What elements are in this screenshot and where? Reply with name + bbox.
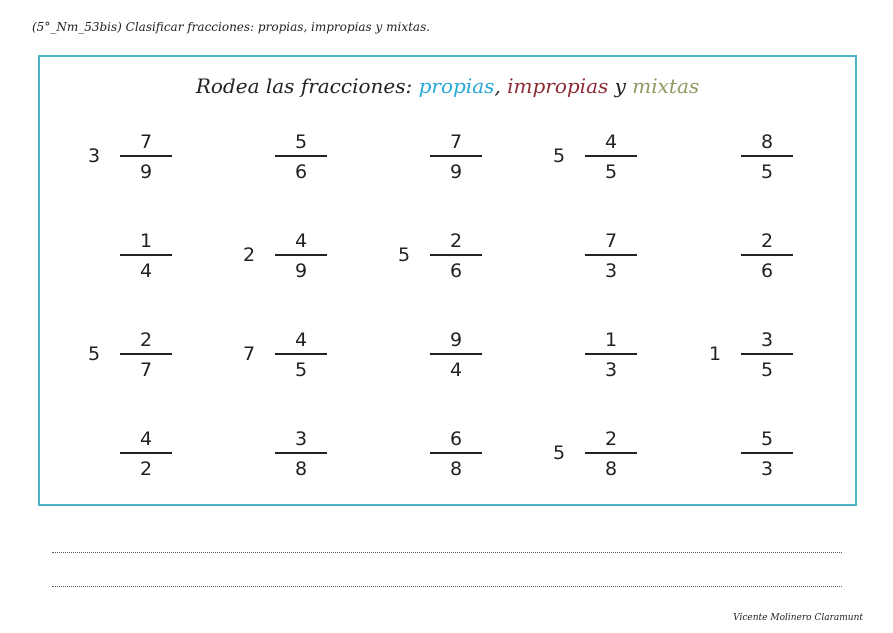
- fraction-numerator: 7: [139, 131, 153, 153]
- fraction-numerator: 7: [449, 131, 463, 153]
- fraction-bar: [275, 353, 327, 355]
- fraction-item[interactable]: [585, 229, 637, 283]
- fraction-bar: [585, 452, 637, 454]
- fraction-numerator: 4: [294, 230, 308, 252]
- fraction-whole-number: 5: [87, 343, 101, 365]
- fraction-whole-number: 5: [552, 442, 566, 464]
- answer-line-1: [52, 552, 842, 553]
- instruction-title: [40, 74, 855, 98]
- fraction-numerator: 9: [449, 329, 463, 351]
- fraction-bar: [120, 452, 172, 454]
- fraction-denominator: 8: [449, 458, 463, 480]
- fraction-bar: [741, 353, 793, 355]
- title-separator: ,: [494, 74, 508, 98]
- fraction-item[interactable]: [275, 130, 327, 184]
- title-and: y: [608, 74, 633, 98]
- fraction-bar: [430, 155, 482, 157]
- fraction-numerator: 4: [604, 131, 618, 153]
- fraction-denominator: 5: [294, 359, 308, 381]
- fraction-whole-number: 1: [708, 343, 722, 365]
- fraction-item[interactable]: [120, 130, 172, 184]
- fraction-numerator: 2: [760, 230, 774, 252]
- fraction-denominator: 3: [604, 359, 618, 381]
- fraction-bar: [741, 155, 793, 157]
- fraction-item[interactable]: [275, 229, 327, 283]
- fraction-denominator: 6: [449, 260, 463, 282]
- fraction-denominator: 8: [604, 458, 618, 480]
- fraction-whole-number: 2: [242, 244, 256, 266]
- fraction-bar: [585, 353, 637, 355]
- fraction-whole-number: 7: [242, 343, 256, 365]
- fraction-item[interactable]: [741, 130, 793, 184]
- fraction-bar: [120, 353, 172, 355]
- fraction-whole-number: 5: [552, 145, 566, 167]
- fraction-item[interactable]: [741, 328, 793, 382]
- fraction-bar: [585, 254, 637, 256]
- title-word-impropias: impropias: [507, 74, 609, 98]
- fraction-numerator: 1: [604, 329, 618, 351]
- fraction-item[interactable]: [741, 427, 793, 481]
- fraction-bar: [120, 155, 172, 157]
- fraction-item[interactable]: [120, 229, 172, 283]
- fraction-item[interactable]: [275, 427, 327, 481]
- fraction-bar: [430, 254, 482, 256]
- fraction-bar: [585, 155, 637, 157]
- fraction-denominator: 5: [760, 161, 774, 183]
- fraction-item[interactable]: [430, 427, 482, 481]
- fraction-bar: [275, 452, 327, 454]
- title-prefix: Rodea las fracciones:: [195, 74, 419, 98]
- fraction-denominator: 9: [139, 161, 153, 183]
- fraction-item[interactable]: [275, 328, 327, 382]
- fraction-numerator: 8: [760, 131, 774, 153]
- fraction-denominator: 4: [139, 260, 153, 282]
- fraction-denominator: 3: [760, 458, 774, 480]
- fraction-denominator: 9: [449, 161, 463, 183]
- fraction-item[interactable]: [430, 130, 482, 184]
- fraction-numerator: 5: [294, 131, 308, 153]
- fraction-denominator: 5: [604, 161, 618, 183]
- author-credit: Vicente Molinero Claramunt: [733, 613, 863, 623]
- fraction-denominator: 7: [139, 359, 153, 381]
- fraction-bar: [275, 254, 327, 256]
- fraction-numerator: 5: [760, 428, 774, 450]
- fraction-bar: [120, 254, 172, 256]
- fraction-denominator: 6: [294, 161, 308, 183]
- fraction-item[interactable]: [585, 427, 637, 481]
- title-word-propias: propias: [418, 74, 495, 98]
- fraction-item[interactable]: [741, 229, 793, 283]
- worksheet-header: (5°_Nm_53bis) Clasificar fracciones: propias, impropias y mixtas.: [32, 20, 431, 34]
- fraction-item[interactable]: [430, 229, 482, 283]
- fraction-item[interactable]: [430, 328, 482, 382]
- fraction-numerator: 4: [294, 329, 308, 351]
- fraction-bar: [275, 155, 327, 157]
- fraction-denominator: 9: [294, 260, 308, 282]
- fraction-numerator: 2: [604, 428, 618, 450]
- fraction-denominator: 6: [760, 260, 774, 282]
- title-word-mixtas: mixtas: [632, 74, 700, 98]
- fraction-denominator: 3: [604, 260, 618, 282]
- fraction-whole-number: 3: [87, 145, 101, 167]
- fraction-numerator: 3: [760, 329, 774, 351]
- answer-line-2: [52, 586, 842, 587]
- fraction-bar: [430, 353, 482, 355]
- fraction-item[interactable]: [120, 328, 172, 382]
- fraction-numerator: 2: [449, 230, 463, 252]
- fraction-numerator: 3: [294, 428, 308, 450]
- fraction-numerator: 4: [139, 428, 153, 450]
- fraction-numerator: 2: [139, 329, 153, 351]
- fraction-numerator: 1: [139, 230, 153, 252]
- fraction-bar: [430, 452, 482, 454]
- exercise-box: [38, 55, 857, 506]
- fraction-whole-number: 5: [397, 244, 411, 266]
- fraction-item[interactable]: [120, 427, 172, 481]
- fraction-bar: [741, 452, 793, 454]
- fraction-denominator: 8: [294, 458, 308, 480]
- fraction-item[interactable]: [585, 328, 637, 382]
- fraction-denominator: 5: [760, 359, 774, 381]
- fraction-numerator: 7: [604, 230, 618, 252]
- fraction-denominator: 2: [139, 458, 153, 480]
- fraction-item[interactable]: [585, 130, 637, 184]
- fraction-bar: [741, 254, 793, 256]
- fraction-numerator: 6: [449, 428, 463, 450]
- fraction-denominator: 4: [449, 359, 463, 381]
